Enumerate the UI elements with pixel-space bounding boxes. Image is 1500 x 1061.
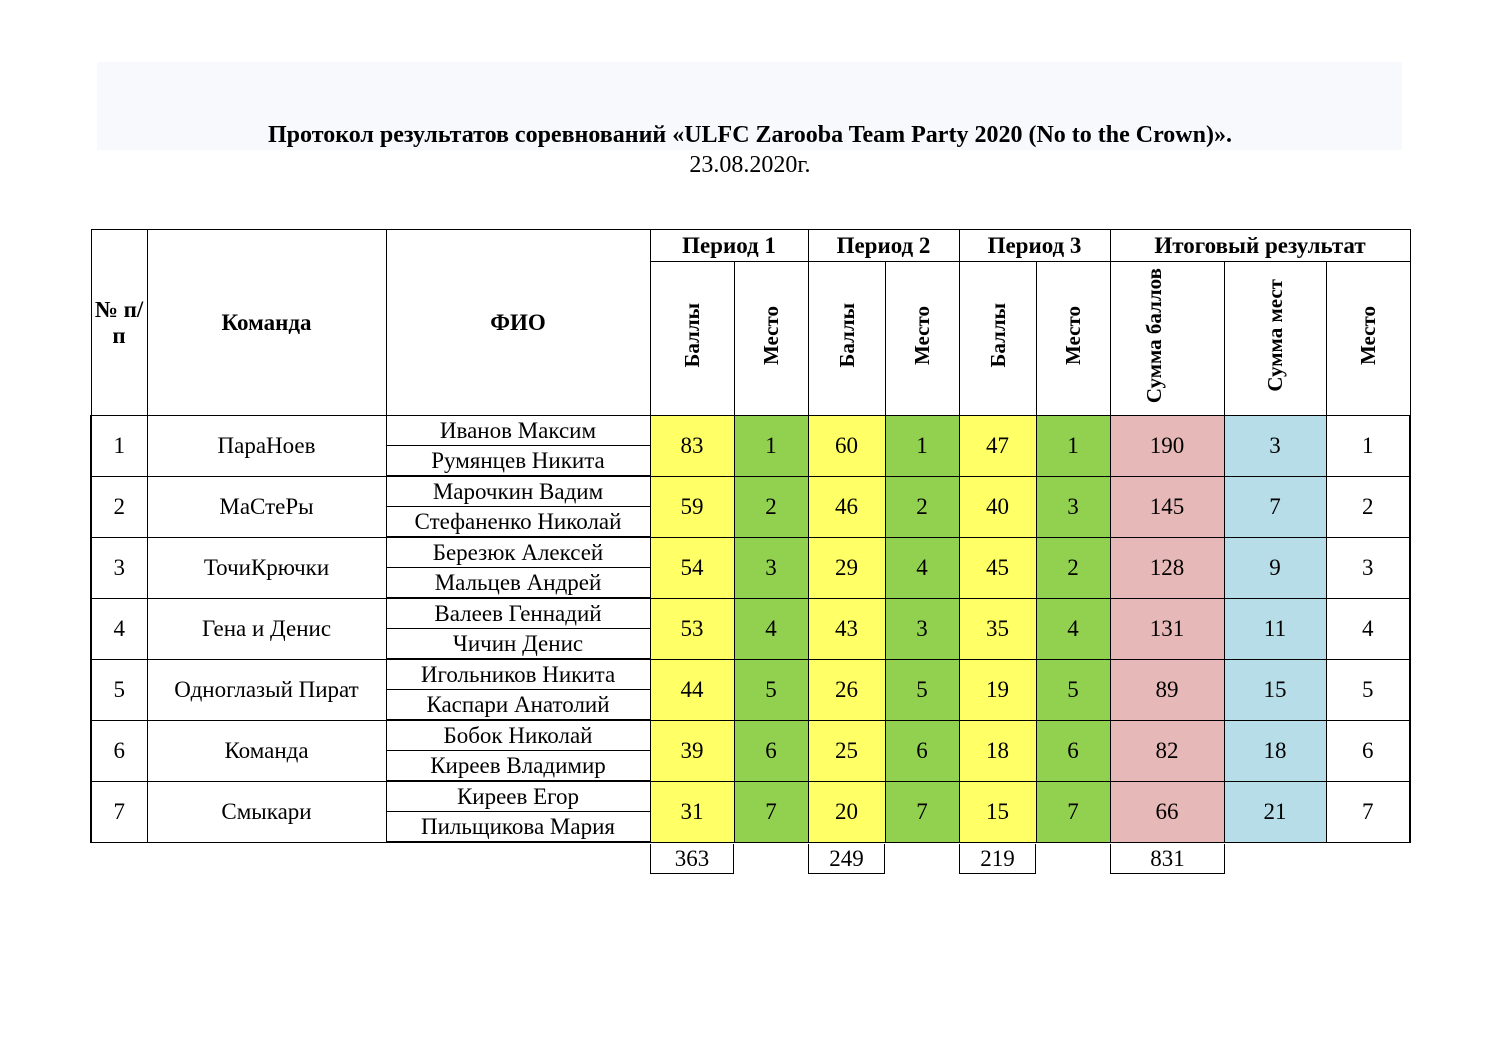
p1-points: 83 (650, 416, 734, 477)
total-p3: 219 (959, 844, 1036, 874)
header-sum-places: Сумма мест (1224, 262, 1326, 416)
p1-place: 3 (734, 537, 808, 598)
p3-place: 5 (1036, 659, 1110, 720)
p1-place: 7 (734, 781, 808, 842)
row-number: 5 (91, 659, 147, 720)
team-name: Одноглазый Пират (147, 659, 386, 720)
final-place: 7 (1326, 781, 1410, 842)
total-sum: 831 (1110, 844, 1225, 874)
p2-place: 1 (885, 416, 959, 477)
member-name: Марочкин Вадим (386, 476, 650, 507)
p3-place: 6 (1036, 720, 1110, 781)
sum-points: 66 (1110, 781, 1224, 842)
row-number: 7 (91, 781, 147, 842)
p2-place: 3 (885, 598, 959, 659)
p2-points: 29 (808, 537, 885, 598)
header-period-2: Период 2 (808, 230, 959, 262)
header-final-place: Место (1326, 262, 1410, 416)
header-sum-points: Сумма баллов (1110, 262, 1224, 416)
sum-points: 190 (1110, 416, 1224, 477)
sum-points: 128 (1110, 537, 1224, 598)
p1-points: 39 (650, 720, 734, 781)
sum-points: 89 (1110, 659, 1224, 720)
header-total: Итоговый результат (1110, 230, 1410, 262)
row-number: 6 (91, 720, 147, 781)
p2-points: 25 (808, 720, 885, 781)
p3-points: 15 (959, 781, 1036, 842)
sum-places: 11 (1224, 598, 1326, 659)
header-team: Команда (147, 230, 386, 416)
p2-place: 5 (885, 659, 959, 720)
document-title: Протокол результатов соревнований «ULFC Zarooba Team Party 2020 (No to the Crown)». (268, 122, 1232, 148)
row-number: 4 (91, 598, 147, 659)
header-p2-place: Место (885, 262, 959, 416)
p1-points: 53 (650, 598, 734, 659)
p1-points: 59 (650, 476, 734, 537)
team-name: МаСтеРы (147, 476, 386, 537)
member-name: Румянцев Никита (386, 446, 650, 477)
sum-places: 9 (1224, 537, 1326, 598)
p2-points: 43 (808, 598, 885, 659)
member-name: Чичин Денис (386, 629, 650, 660)
row-number: 3 (91, 537, 147, 598)
p2-place: 7 (885, 781, 959, 842)
team-name: Гена и Денис (147, 598, 386, 659)
team-name: Команда (147, 720, 386, 781)
results-table (90, 229, 1411, 843)
row-number: 2 (91, 476, 147, 537)
final-place: 2 (1326, 476, 1410, 537)
team-name: ПараНоев (147, 416, 386, 477)
p3-place: 1 (1036, 416, 1110, 477)
final-place: 1 (1326, 416, 1410, 477)
p1-points: 31 (650, 781, 734, 842)
header-p1-points: Баллы (650, 262, 734, 416)
p3-points: 18 (959, 720, 1036, 781)
document-date: 23.08.2020г. (689, 152, 811, 178)
sum-points: 145 (1110, 476, 1224, 537)
member-name: Мальцев Андрей (386, 568, 650, 599)
p1-points: 44 (650, 659, 734, 720)
p3-points: 35 (959, 598, 1036, 659)
p3-points: 47 (959, 416, 1036, 477)
p2-points: 20 (808, 781, 885, 842)
header-fio: ФИО (386, 230, 650, 416)
p2-points: 46 (808, 476, 885, 537)
p3-place: 7 (1036, 781, 1110, 842)
header-period-1: Период 1 (650, 230, 808, 262)
sum-points: 131 (1110, 598, 1224, 659)
header-p2-points: Баллы (808, 262, 885, 416)
member-name: Иванов Максим (386, 416, 650, 446)
header-p1-place: Место (734, 262, 808, 416)
final-place: 3 (1326, 537, 1410, 598)
p1-place: 6 (734, 720, 808, 781)
member-name: Валеев Геннадий (386, 598, 650, 629)
member-name: Пильщикова Мария (386, 812, 650, 843)
final-place: 4 (1326, 598, 1410, 659)
team-name: Смыкари (147, 781, 386, 842)
header-p3-place: Место (1036, 262, 1110, 416)
p2-place: 2 (885, 476, 959, 537)
sum-places: 21 (1224, 781, 1326, 842)
p1-place: 1 (734, 416, 808, 477)
team-name: ТочиКрючки (147, 537, 386, 598)
p3-place: 4 (1036, 598, 1110, 659)
sum-places: 15 (1224, 659, 1326, 720)
p3-points: 40 (959, 476, 1036, 537)
header-num: № п/п (91, 230, 147, 416)
total-p2: 249 (808, 844, 885, 874)
row-number: 1 (91, 416, 147, 477)
sum-places: 18 (1224, 720, 1326, 781)
member-name: Березюк Алексей (386, 537, 650, 568)
header-period-3: Период 3 (959, 230, 1110, 262)
p2-points: 60 (808, 416, 885, 477)
total-p1: 363 (650, 844, 734, 874)
sum-points: 82 (1110, 720, 1224, 781)
header-p3-points: Баллы (959, 262, 1036, 416)
member-name: Бобок Николай (386, 720, 650, 751)
final-place: 6 (1326, 720, 1410, 781)
p2-place: 4 (885, 537, 959, 598)
sum-places: 7 (1224, 476, 1326, 537)
member-name: Киреев Владимир (386, 751, 650, 782)
p1-place: 4 (734, 598, 808, 659)
sum-places: 3 (1224, 416, 1326, 477)
member-name: Игольников Никита (386, 659, 650, 690)
p1-place: 5 (734, 659, 808, 720)
member-name: Каспари Анатолий (386, 690, 650, 721)
member-name: Киреев Егор (386, 781, 650, 812)
p3-points: 19 (959, 659, 1036, 720)
p2-points: 26 (808, 659, 885, 720)
p1-place: 2 (734, 476, 808, 537)
final-place: 5 (1326, 659, 1410, 720)
p1-points: 54 (650, 537, 734, 598)
p3-place: 2 (1036, 537, 1110, 598)
p2-place: 6 (885, 720, 959, 781)
p3-place: 3 (1036, 476, 1110, 537)
member-name: Стефаненко Николай (386, 507, 650, 538)
p3-points: 45 (959, 537, 1036, 598)
